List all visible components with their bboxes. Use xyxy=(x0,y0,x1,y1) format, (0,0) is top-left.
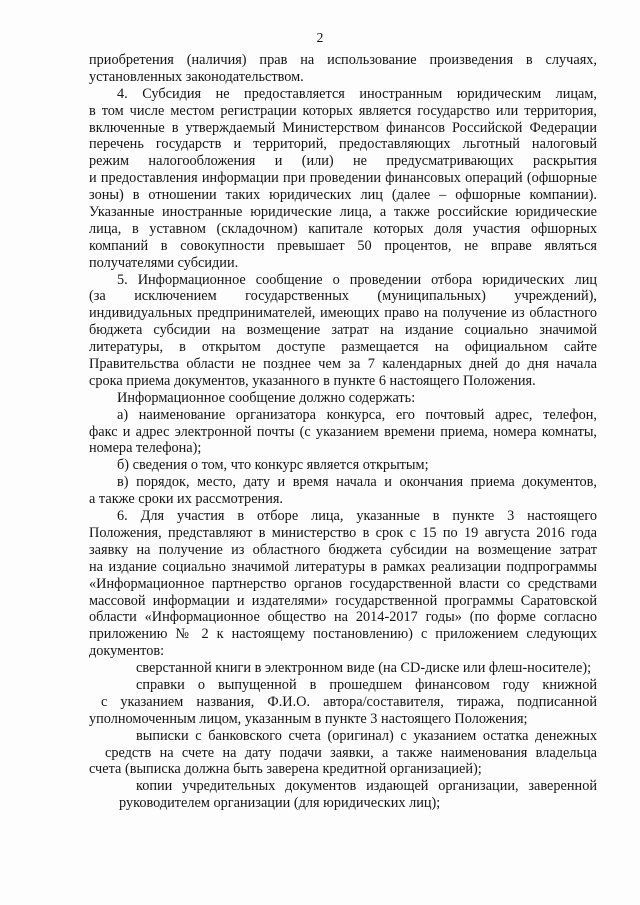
text-line: «Информационное партнерство органов государственной власти со средствами xyxy=(89,575,597,592)
text-line: приобретения (наличия) прав на использование произведения в случаях, xyxy=(89,52,597,68)
text-line: области «Информационное общество на 2014-2017 годы» (по форме согласно xyxy=(89,609,597,626)
text-line: копии учредительных документов издающей организации, заверенной xyxy=(136,778,597,795)
document-body xyxy=(89,52,597,812)
text-line: бюджета субсидии на возмещение затрат на издание социально значимой xyxy=(89,322,597,339)
text-line: выписки с банковского счета (оригинал) с указанием остатка денежных xyxy=(136,727,597,744)
text-line: 5. Информационное сообщение о проведении отбора юридических лиц xyxy=(117,271,597,288)
text-line: а) наименование организатора конкурса, его почтовый адрес, телефон, xyxy=(117,406,597,423)
text-line: установленных законодательством. xyxy=(89,68,304,85)
text-line: с указанием названия, Ф.И.О. автора/составителя, тиража, подписанной xyxy=(101,693,597,710)
text-line: включенные в утверждаемый Министерством финансов Российской Федерации xyxy=(89,119,597,136)
text-line: Положения, представляют в министерство в срок с 15 по 19 августа 2016 года xyxy=(89,524,597,541)
text-line: компаний в совокупности превышает 50 процентов, не вправе являться xyxy=(89,237,597,254)
text-line: получателями субсидии. xyxy=(89,254,239,271)
text-line: уполномоченным лицом, указанным в пункте 3 настоящего Положения; xyxy=(89,710,528,727)
text-line: (за исключением государственных (муниципальных) учреждений), xyxy=(89,288,597,305)
text-line: перечень государств и территорий, предоставляющих льготный налоговый xyxy=(89,136,597,153)
text-line: справки о выпущенной в прошедшем финансовом году книжной xyxy=(136,676,597,693)
text-line: средств на счете на дату подачи заявки, а также наименования владельца xyxy=(105,744,597,761)
text-line: Информационное сообщение должно содержать: xyxy=(117,389,416,406)
text-line: срока приема документов, указанного в пункте 6 настоящего Положения. xyxy=(89,372,536,389)
text-line: и предоставления информации при проведении финансовых операций (офшорные xyxy=(89,170,597,187)
text-line: массовой информации и издателями» государственной программы Саратовской xyxy=(89,592,597,609)
text-line: в) порядок, место, дату и время начала и окончания приема документов, xyxy=(117,474,597,491)
text-line: 4. Субсидия не предоставляется иностранным юридическим лицам, xyxy=(117,85,597,102)
text-line: Правительства области не позднее чем за 7 календарных дней до дня начала xyxy=(89,356,597,373)
text-line: б) сведения о том, что конкурс является открытым; xyxy=(117,457,429,474)
text-line: счета (выписка должна быть заверена кредитной организацией); xyxy=(89,761,482,778)
text-line: зоны) в отношении таких юридических лиц (далее – офшорные компании). xyxy=(89,187,597,204)
text-line: документов: xyxy=(89,643,165,660)
text-line: факс и адрес электронной почты (с указанием времени приема, номера комнаты, xyxy=(89,423,597,440)
text-line: 6. Для участия в отборе лица, указанные в пункте 3 настоящего xyxy=(117,508,597,525)
text-line: режим налогообложения и (или) не предусматривающих раскрытия xyxy=(89,153,597,170)
text-line: в том числе местом регистрации которых является государство или территория, xyxy=(89,102,597,119)
text-line: номера телефона); xyxy=(89,440,202,457)
text-line: приложению № 2 к настоящему постановлению) с приложением следующих xyxy=(89,626,597,643)
page-number: 2 xyxy=(316,30,324,45)
text-line: руководителем организации (для юридических лиц); xyxy=(119,795,441,812)
text-line: сверстанной книги в электронном виде (на CD-диске или флеш-носителе); xyxy=(136,660,592,677)
text-line: а также сроки их рассмотрения. xyxy=(89,491,283,508)
text-line: литературы, в открытом доступе размещается на официальном сайте xyxy=(89,339,597,356)
text-line: на издание социально значимой литературы в рамках реализации подпрограммы xyxy=(89,558,597,575)
text-line: заявку на получение из областного бюджета субсидии на возмещение затрат xyxy=(89,541,597,558)
text-line: Указанные иностранные юридические лица, а также российские юридические xyxy=(89,204,597,221)
text-line: лица, в уставном (складочном) капитале которых доля участия офшорных xyxy=(89,220,597,237)
text-line: индивидуальных предпринимателей, имеющих право на получение из областного xyxy=(89,305,597,322)
